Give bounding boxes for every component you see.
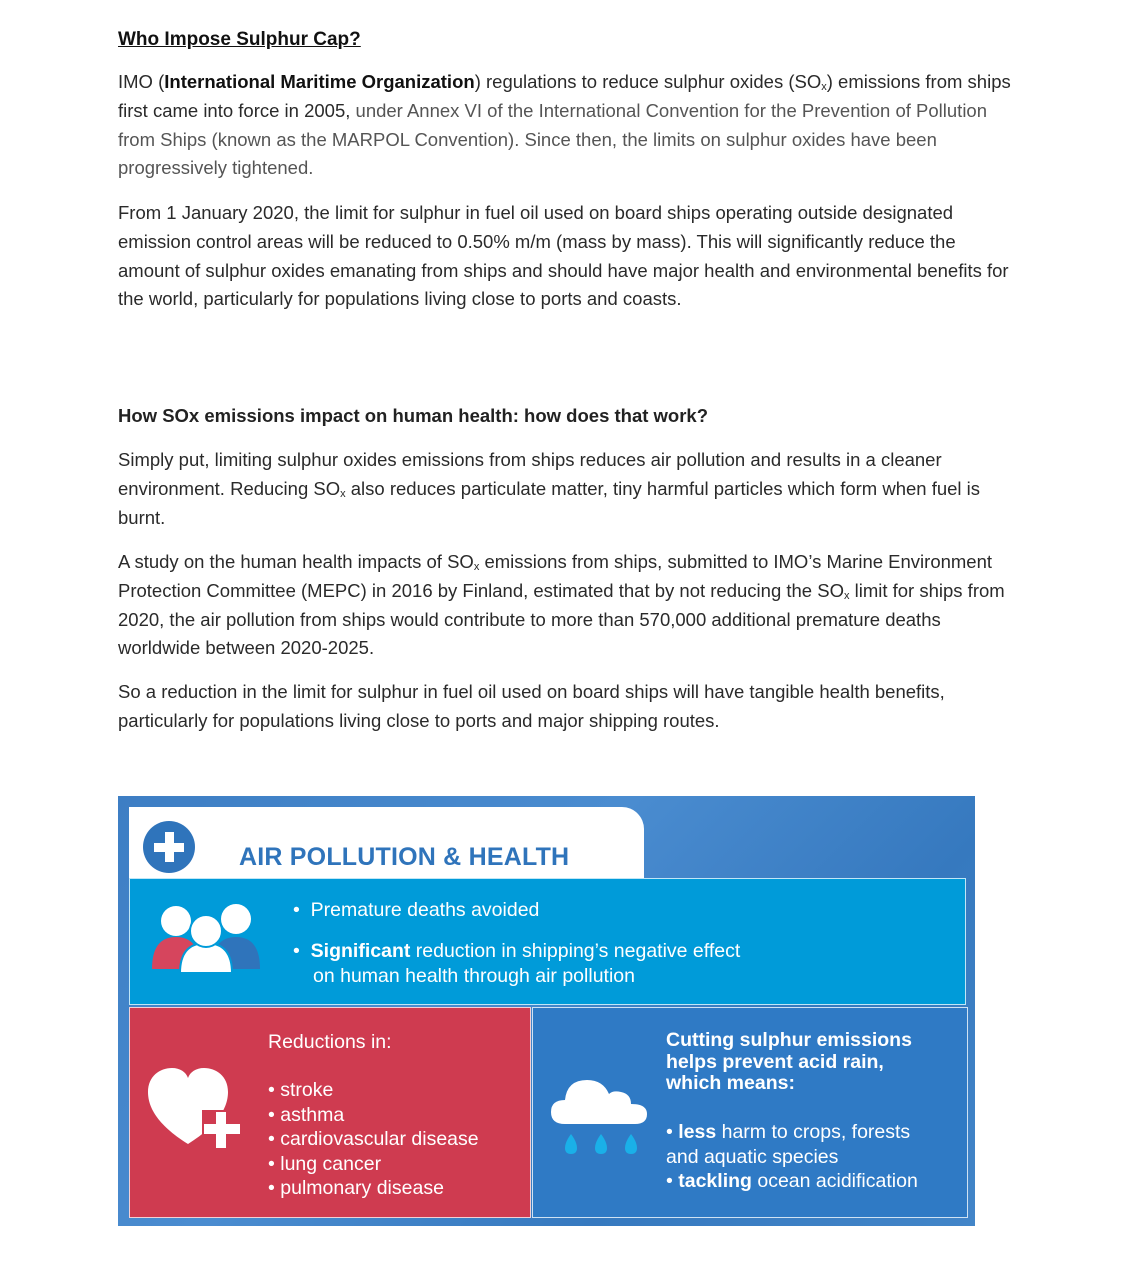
list-item: • cardiovascular disease	[268, 1127, 479, 1152]
acid-rain-benefits-list	[666, 1120, 918, 1194]
section-heading-health-impact: How SOx emissions impact on human health: how does that work?	[118, 405, 709, 426]
list-item: • stroke	[268, 1078, 479, 1103]
paragraph-cleaner-environment: Simply put, limiting sulphur oxides emissions from ships reduces air pollution and results in a cleaner environment. Reducing $SO_x$ also reduces particulate matter, tiny harmful particles which form when fuel is burnt.	[118, 449, 981, 528]
plus-circle-icon	[143, 821, 195, 873]
bullet-premature-deaths: • Premature deaths avoided	[293, 899, 540, 921]
rain-cloud-icon	[551, 1074, 651, 1162]
infographic-title: AIR POLLUTION & HEALTH	[239, 843, 570, 871]
infographic-air-pollution-health	[118, 796, 975, 1226]
heart-plus-icon	[146, 1066, 244, 1150]
list-item: • less harm to crops, forests	[666, 1121, 911, 1143]
list-item-continuation: and aquatic species	[666, 1145, 839, 1168]
paragraph-2020-limit: From 1 January 2020, the limit for sulphur in fuel oil used on board ships operating outside designated emission control areas will be reduced to 0.50% m/m (mass by mass). This will significantly reduce the amount of sulphur oxides emanating from ships and should have major health and environmental benefits for the world, particularly for populations living close to ports and coasts.	[118, 202, 1009, 310]
panel-disease-reductions	[129, 1007, 531, 1218]
bullet-significant-reduction: • Significant reduction in shipping’s negative effect on human health through air pollution	[293, 940, 741, 987]
people-group-icon	[150, 899, 262, 973]
acid-rain-heading: Cutting sulphur emissions helps prevent acid rain, which means:	[666, 1029, 912, 1094]
paragraph-imo-regulations: IMO (International Maritime Organization) regulations to reduce sulphur oxides $(SO_x)$ emissions from ships first came into force in 2005, under Annex VI of the International Convention for the Prevention of Pollution from Ships (known as the MARPOL Convention). Since then, the limits on sulphur oxides have been progressively tightened.	[118, 71, 1011, 179]
reductions-heading: Reductions in:	[268, 1031, 392, 1053]
list-item: • asthma	[268, 1103, 479, 1128]
panel-human-health	[129, 878, 966, 1005]
paragraph-health-benefits: So a reduction in the limit for sulphur in fuel oil used on board ships will have tangible health benefits, particularly for populations living close to ports and major shipping routes.	[118, 681, 945, 731]
list-item: • tackling ocean acidification	[666, 1170, 918, 1192]
infographic-header-tab	[129, 807, 644, 882]
list-item: • lung cancer	[268, 1152, 479, 1177]
disease-list	[268, 1078, 479, 1201]
section-heading-sulphur-cap: Who Impose Sulphur Cap?	[118, 29, 361, 50]
panel-acid-rain	[532, 1007, 968, 1218]
paragraph-study: A study on the human health impacts of $SO_x$ emissions from ships, submitted to IMO’s Marine Environment Protection Committee (MEPC) in 2016 by Finland, estimated that by not reducing the $SO_x$ limit for ships from 2020, the air pollution from ships would contribute to more than 570,000 additional premature deaths worldwide between 2020-2025.	[118, 551, 1005, 659]
list-item: • pulmonary disease	[268, 1176, 479, 1201]
